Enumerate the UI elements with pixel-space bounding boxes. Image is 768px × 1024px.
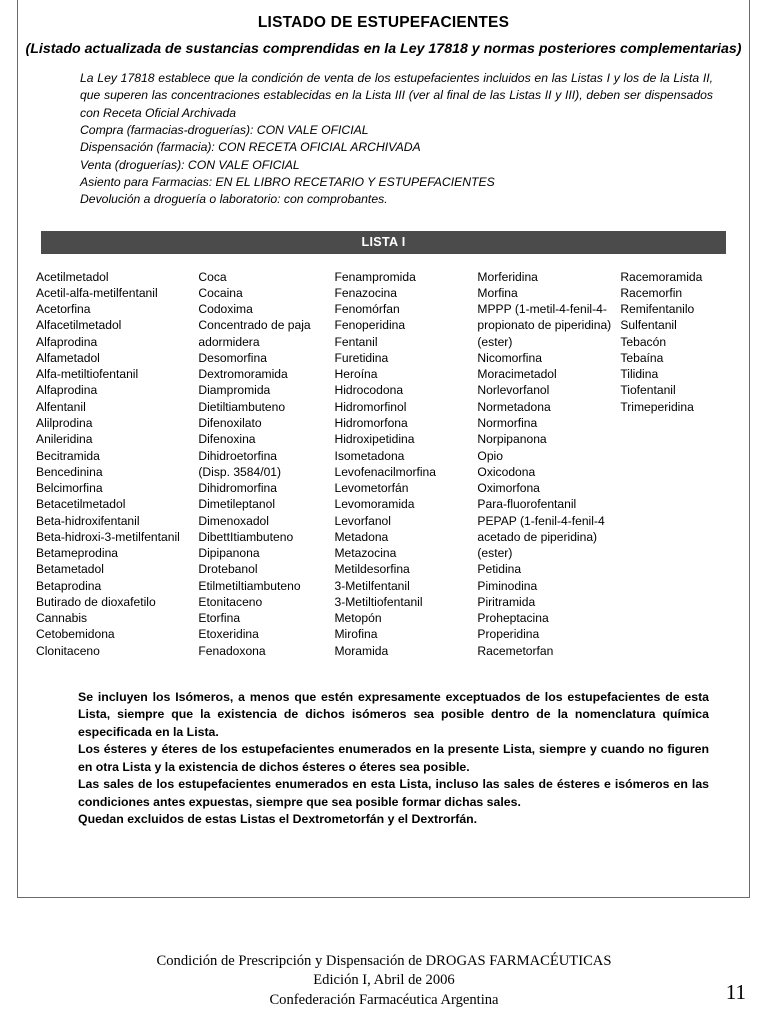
- substance-entry: Petidina: [477, 562, 522, 577]
- substance-entry: Acetil-alfa-metilfentanil: [36, 285, 158, 300]
- substance-entry: (Disp. 3584/01): [198, 464, 282, 479]
- substance-entry: Concentrado de paja: [198, 318, 311, 333]
- page-number: 11: [725, 980, 746, 1004]
- footer-line-title: Condición de Prescripción y Dispensación de DROGAS FARMACÉUTICAS: [156, 953, 612, 969]
- substance-entry: Dietiltiambuteno: [198, 399, 286, 414]
- substance-entry: Fenomórfan: [334, 302, 400, 317]
- substance-entry: Morferidina: [477, 269, 538, 284]
- substance-entry: propionato de piperidina): [477, 318, 612, 333]
- substance-entry: (ester): [477, 546, 513, 561]
- substance-entry: Alfaprodina: [36, 334, 98, 349]
- intro-item-asiento: Asiento para Farmacias: EN EL LIBRO RECETARIO Y ESTUPEFACIENTES: [80, 174, 495, 189]
- substance-entry: Difenoxilato: [198, 416, 262, 431]
- substance-entry: Proheptacina: [477, 611, 549, 626]
- substance-entry: Hidrocodona: [334, 383, 404, 398]
- note-esteres: Los ésteres y éteres de los estupefacientes enumerados en la presente Lista, siempre y cuando no figuren en otra Lista y la existencia de dichos ésteres o éteres sea posible.: [78, 742, 709, 774]
- footer-line-edition: Edición I, Abril de 2006: [313, 972, 455, 989]
- substance-entry: Opio: [477, 448, 503, 463]
- substance-entry: Beta-hidroxifentanil: [36, 513, 140, 528]
- substance-entry: Beta-hidroxi-3-metilfentanil: [36, 529, 180, 544]
- substance-entry: Diampromida: [198, 383, 271, 398]
- substance-entry: Dihidromorfina: [198, 481, 278, 496]
- substance-entry: Etilmetiltiambuteno: [198, 578, 301, 593]
- substance-entry: Remifentanilo: [620, 302, 695, 317]
- substance-column-5: [620, 269, 737, 659]
- page-subtitle: (Listado actualizada de sustancias comprendidas en la Ley 17818 y normas posteriores complementarias): [25, 41, 742, 57]
- substance-entry: Becitramida: [36, 448, 100, 463]
- substance-entry: Bencedinina: [36, 464, 103, 479]
- intro-item-dispensacion: Dispensación (farmacia): CON RECETA OFICIAL ARCHIVADA: [80, 140, 421, 155]
- substance-entry: Levofenacilmorfina: [334, 464, 436, 479]
- substance-entry: Hidroxipetidina: [334, 432, 415, 447]
- substance-entry: Drotebanol: [198, 562, 258, 577]
- substance-entry: DibettItiambuteno: [198, 529, 294, 544]
- substance-entry: Hidromorfinol: [334, 399, 407, 414]
- substance-entry: 3-Metiltiofentanil: [334, 594, 423, 609]
- substance-entry: Cetobemidona: [36, 627, 115, 642]
- substance-entry: Tebaína: [620, 350, 664, 365]
- intro-item-devolucion: Devolución a droguería o laboratorio: con comprobantes.: [80, 192, 388, 207]
- substance-entry: Heroína: [334, 367, 378, 382]
- note-isomeros: Se incluyen los Isómeros, a menos que estén expresamente exceptuados de los estupefacientes de esta Lista, siempre que la existencia de dichos isómeros sea posible dentro de la nomenclatura química especificada en la Lista.: [78, 690, 709, 739]
- substance-entry: Dimetileptanol: [198, 497, 276, 512]
- substance-entry: Dextromoramida: [198, 367, 288, 382]
- substance-entry: Moramida: [334, 643, 389, 658]
- intro-paragraph-line: dispensados con Receta Oficial Archivada: [80, 88, 713, 120]
- substance-entry: Alfaprodina: [36, 383, 98, 398]
- substance-entry: Metildesorfina: [334, 562, 410, 577]
- substance-entry: Fenazocina: [334, 285, 398, 300]
- substance-column-1: [36, 269, 198, 659]
- substance-entry: MPPP (1-metil-4-fenil-4-: [477, 302, 607, 317]
- substance-entry: Trimeperidina: [620, 399, 694, 414]
- substance-column-2: [198, 269, 334, 659]
- substance-entry: Normorfina: [477, 416, 538, 431]
- substance-entry: Isometadona: [334, 448, 405, 463]
- substance-entry: Levorfanol: [334, 513, 391, 528]
- substance-entry: acetado de piperidina): [477, 529, 598, 544]
- substance-entry: Norlevorfanol: [477, 383, 550, 398]
- substance-entry: Dihidroetorfina: [198, 448, 278, 463]
- substance-entry: Furetidina: [334, 350, 389, 365]
- substance-entry: Butirado de dioxafetilo: [36, 594, 156, 609]
- substance-entry: Alfacetilmetadol: [36, 318, 122, 333]
- substance-entry: Metopón: [334, 611, 382, 626]
- substance-entry: 3-Metilfentanil: [334, 578, 410, 593]
- substance-entry: Levometorfán: [334, 481, 409, 496]
- intro-paragraph-line: La Ley 17818 establece que la condición de venta de los estupefacientes incluidos en las Listas I y los de la Lista II,: [80, 71, 713, 85]
- substance-entry: Tebacón: [620, 334, 667, 349]
- substance-entry: Etorfina: [198, 611, 241, 626]
- substance-entry: Anileridina: [36, 432, 93, 447]
- page-title: LISTADO DE ESTUPEFACIENTES: [257, 14, 510, 31]
- substance-entry: Metadona: [334, 529, 389, 544]
- substance-entry: Clonitaceno: [36, 643, 100, 658]
- substance-entry: Mirofina: [334, 627, 378, 642]
- substance-list: [36, 269, 737, 659]
- lista-notes: [78, 689, 709, 829]
- substance-column-3: [334, 269, 477, 659]
- substance-entry: Fenoperidina: [334, 318, 406, 333]
- intro-block: [80, 70, 713, 209]
- note-excluidos: Quedan excluidos de estas Listas el Dextrometorfán y el Dextrorfán.: [78, 812, 478, 827]
- substance-entry: Alfametadol: [36, 350, 100, 365]
- intro-item-venta: Venta (droguerías): CON VALE OFICIAL: [80, 157, 300, 172]
- substance-entry: Acetilmetadol: [36, 269, 109, 284]
- substance-entry: Piritramida: [477, 594, 536, 609]
- substance-entry: Morfina: [477, 285, 518, 300]
- substance-entry: Difenoxina: [198, 432, 256, 447]
- substance-entry: Etoxeridina: [198, 627, 259, 642]
- intro-paragraph: [80, 70, 713, 122]
- substance-entry: Alfentanil: [36, 399, 86, 414]
- substance-entry: Sulfentanil: [620, 318, 677, 333]
- substance-entry: Normetadona: [477, 399, 551, 414]
- substance-entry: Cocaina: [198, 285, 243, 300]
- note-sales: Las sales de los estupefacientes enumerados en esta Lista, incluso las sales de ésteres e isómeros en las condiciones antes expuestas, siempre que sea posible formar dichas sales.: [78, 777, 709, 809]
- substance-entry: Fenampromida: [334, 269, 416, 284]
- footer-line-organization: Confederación Farmacéutica Argentina: [269, 991, 499, 1008]
- substance-entry: Belcimorfina: [36, 481, 103, 496]
- substance-entry: Cannabis: [36, 611, 88, 626]
- substance-entry: Desomorfina: [198, 350, 267, 365]
- substance-entry: Fenadoxona: [198, 643, 266, 658]
- substance-entry: adormidera: [198, 334, 260, 349]
- substance-entry: Betametadol: [36, 562, 104, 577]
- intro-paragraph-line: que superen las concentraciones establecidas en la Lista III (ver al final de las Listas II y III), deben ser: [80, 88, 641, 103]
- substance-entry: Etonitaceno: [198, 594, 263, 609]
- substance-entry: Acetorfina: [36, 302, 91, 317]
- substance-entry: Metazocina: [334, 546, 397, 561]
- substance-entry: Racemoramida: [620, 269, 703, 284]
- substance-entry: Nicomorfina: [477, 350, 542, 365]
- substance-entry: Tiofentanil: [620, 383, 676, 398]
- page-footer: [0, 952, 768, 1010]
- substance-entry: Racemetorfan: [477, 643, 554, 658]
- substance-entry: Alilprodina: [36, 416, 93, 431]
- substance-entry: Hidromorfona: [334, 416, 408, 431]
- substance-entry: Levomoramida: [334, 497, 415, 512]
- substance-entry: Norpipanona: [477, 432, 547, 447]
- substance-entry: (ester): [477, 334, 513, 349]
- substance-entry: Oxicodona: [477, 464, 536, 479]
- substance-entry: Betaprodina: [36, 578, 102, 593]
- substance-entry: Alfa-metiltiofentanil: [36, 367, 139, 382]
- substance-entry: Betameprodina: [36, 546, 119, 561]
- substance-entry: Racemorfin: [620, 285, 683, 300]
- intro-item-compra: Compra (farmacias-droguerías): CON VALE OFICIAL: [80, 122, 369, 137]
- substance-entry: Coca: [198, 269, 227, 284]
- substance-entry: Oximorfona: [477, 481, 540, 496]
- substance-entry: Dipipanona: [198, 546, 260, 561]
- substance-entry: Betacetilmetadol: [36, 497, 126, 512]
- document-frame: [17, 0, 750, 898]
- lista-header-bar: LISTA I: [41, 231, 726, 254]
- substance-entry: PEPAP (1-fenil-4-fenil-4: [477, 513, 605, 528]
- substance-entry: Dimenoxadol: [198, 513, 269, 528]
- substance-entry: Para-fluorofentanil: [477, 497, 577, 512]
- substance-entry: Codoxima: [198, 302, 253, 317]
- substance-entry: Properidina: [477, 627, 540, 642]
- substance-entry: Moracimetadol: [477, 367, 557, 382]
- substance-column-4: [477, 269, 620, 659]
- substance-entry: Piminodina: [477, 578, 538, 593]
- substance-entry: Fentanil: [334, 334, 378, 349]
- substance-entry: Tilidina: [620, 367, 659, 382]
